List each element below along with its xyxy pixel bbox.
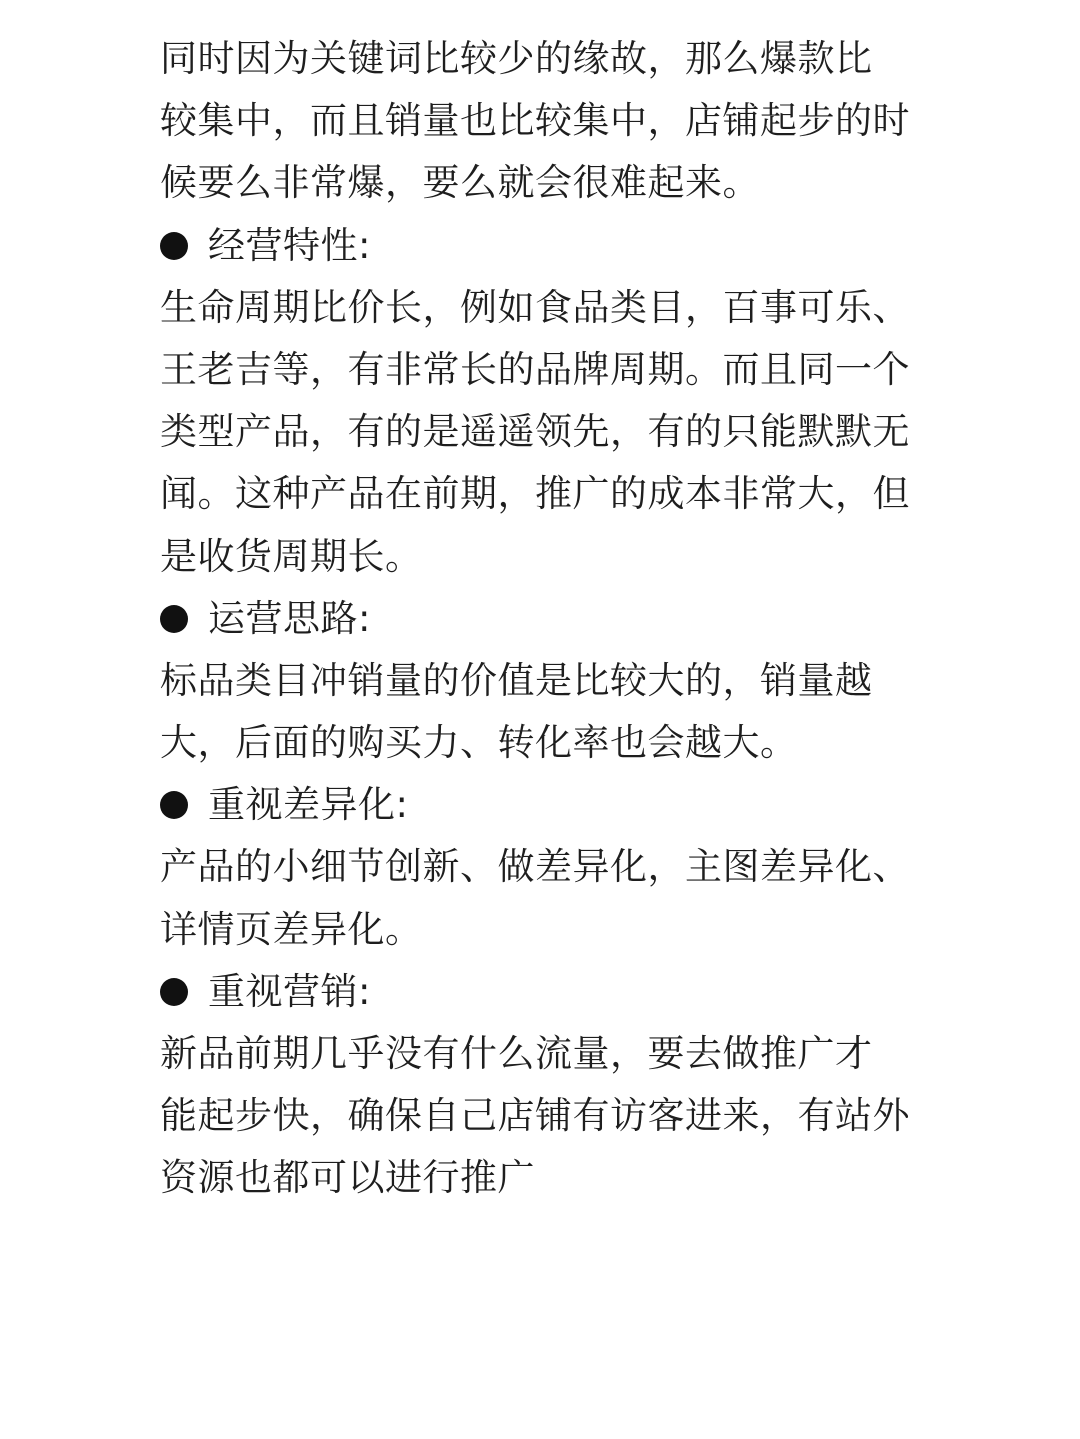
- section-differentiation: [160, 774, 920, 961]
- section-operation-strategy: [160, 588, 920, 775]
- text-line: 详情页差异化。: [160, 907, 423, 951]
- text-line: 候要么非常爆，要么就会很难起来。: [160, 161, 760, 205]
- text-line: 较集中，而且销量也比较集中，店铺起步的时: [160, 99, 910, 143]
- text-line: 产品的小细节创新、做差异化，主图差异化、: [160, 845, 910, 889]
- section-heading: [160, 774, 920, 836]
- bullet-dot-icon: [160, 232, 188, 260]
- section-heading: [160, 215, 920, 277]
- bullet-dot-icon: [160, 605, 188, 633]
- text-line: 同时因为关键词比较少的缘故，那么爆款比: [160, 37, 873, 80]
- text-line: 类型产品，有的是遥遥领先，有的只能默默无: [160, 410, 910, 454]
- text-line: 资源也都可以进行推广: [160, 1156, 535, 1200]
- section-heading-label: 经营特性:: [208, 223, 371, 267]
- intro-paragraph: [160, 28, 920, 215]
- section-heading: [160, 588, 920, 650]
- text-line: 能起步快，确保自己店铺有访客进来，有站外: [160, 1094, 910, 1138]
- section-heading-label: 重视营销:: [208, 969, 371, 1013]
- bullet-dot-icon: [160, 978, 188, 1006]
- section-heading-label: 重视差异化:: [208, 783, 409, 827]
- text-line: 生命周期比价长，例如食品类目，百事可乐、: [160, 285, 910, 329]
- text-line: 王老吉等，有非常长的品牌周期。而且同一个: [160, 347, 910, 391]
- text-line: 标品类目冲销量的价值是比较大的，销量越: [160, 658, 873, 702]
- text-line: 新品前期几乎没有什么流量，要去做推广才: [160, 1032, 873, 1075]
- section-heading-label: 运营思路:: [208, 596, 371, 640]
- text-line: 闻。这种产品在前期，推广的成本非常大，但: [160, 472, 910, 516]
- text-line: 大，后面的购买力、转化率也会越大。: [160, 721, 798, 765]
- bullet-dot-icon: [160, 791, 188, 819]
- article-body: [160, 28, 920, 1210]
- section-marketing: [160, 961, 920, 1210]
- section-heading: [160, 961, 920, 1023]
- text-line: 是收货周期长。: [160, 534, 423, 578]
- section-business-traits: [160, 215, 920, 588]
